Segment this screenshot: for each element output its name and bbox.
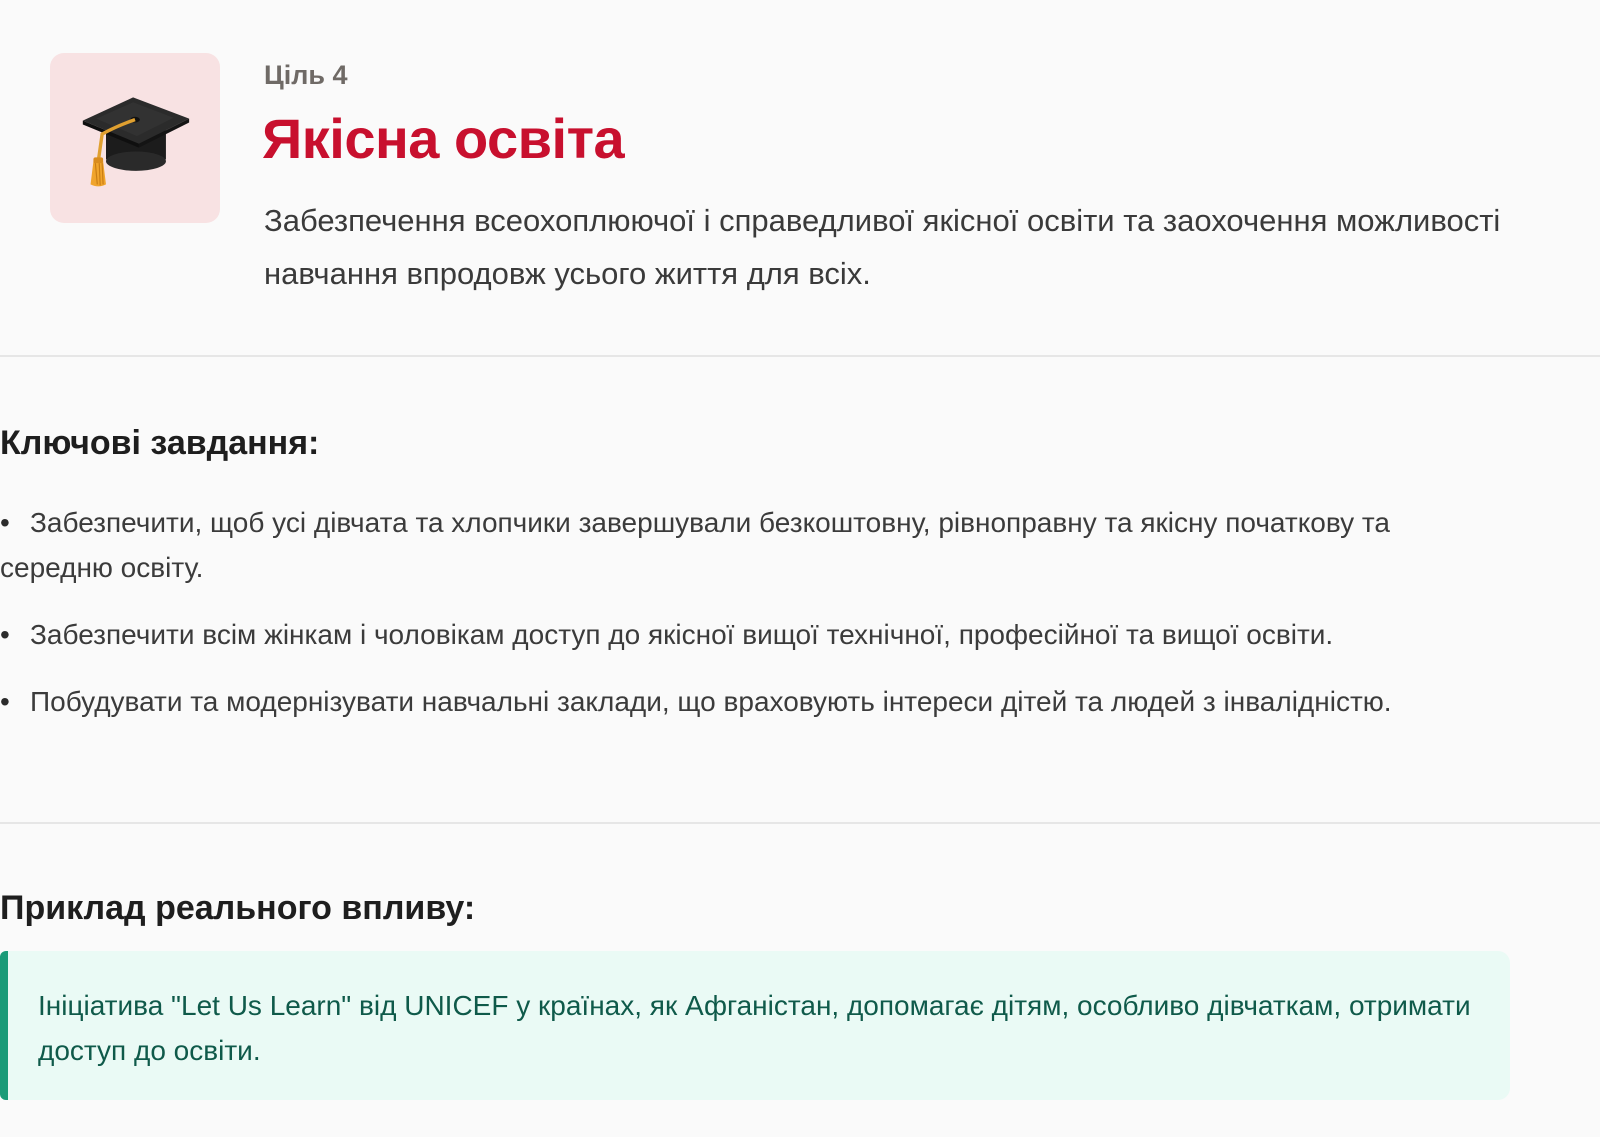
graduation-cap-icon — [77, 80, 193, 196]
task-text: Забезпечити, щоб усі дівчата та хлопчики завершували безкоштовну, рівноправну та якісну початкову та середню освіту. — [0, 507, 1390, 583]
list-item — [0, 500, 1510, 590]
impact-text: Ініціатива "Let Us Learn" від UNICEF у країнах, як Афганістан, допомагає дітям, особливо дівчаткам, отримати доступ до освіти. — [38, 990, 1471, 1066]
bullet-icon: • — [0, 686, 10, 717]
key-tasks-heading: Ключові завдання: — [0, 424, 320, 462]
goal-title: Якісна освіта — [262, 107, 625, 170]
impact-heading: Приклад реального впливу: — [0, 889, 476, 927]
bullet-icon: • — [0, 507, 10, 538]
goal-icon-tile — [50, 53, 220, 223]
section-divider — [0, 355, 1600, 357]
impact-callout — [0, 951, 1510, 1100]
goal-number-label: Ціль 4 — [264, 60, 348, 90]
goal-header — [50, 0, 1550, 356]
task-text: Побудувати та модернізувати навчальні заклади, що враховують інтереси дітей та людей з інвалідністю. — [30, 686, 1392, 717]
section-divider — [0, 822, 1600, 824]
list-item — [0, 612, 1510, 657]
task-text: Забезпечити всім жінкам і чоловікам доступ до якісної вищої технічної, професійної та вищої освіти. — [30, 619, 1334, 650]
bullet-icon: • — [0, 619, 10, 650]
key-tasks-list — [0, 500, 1510, 746]
list-item — [0, 679, 1510, 724]
goal-description: Забезпечення всеохоплюючої і справедливої якісної освіти та заохочення можливості навчання впродовж усього життя для всіх. — [264, 203, 1501, 291]
